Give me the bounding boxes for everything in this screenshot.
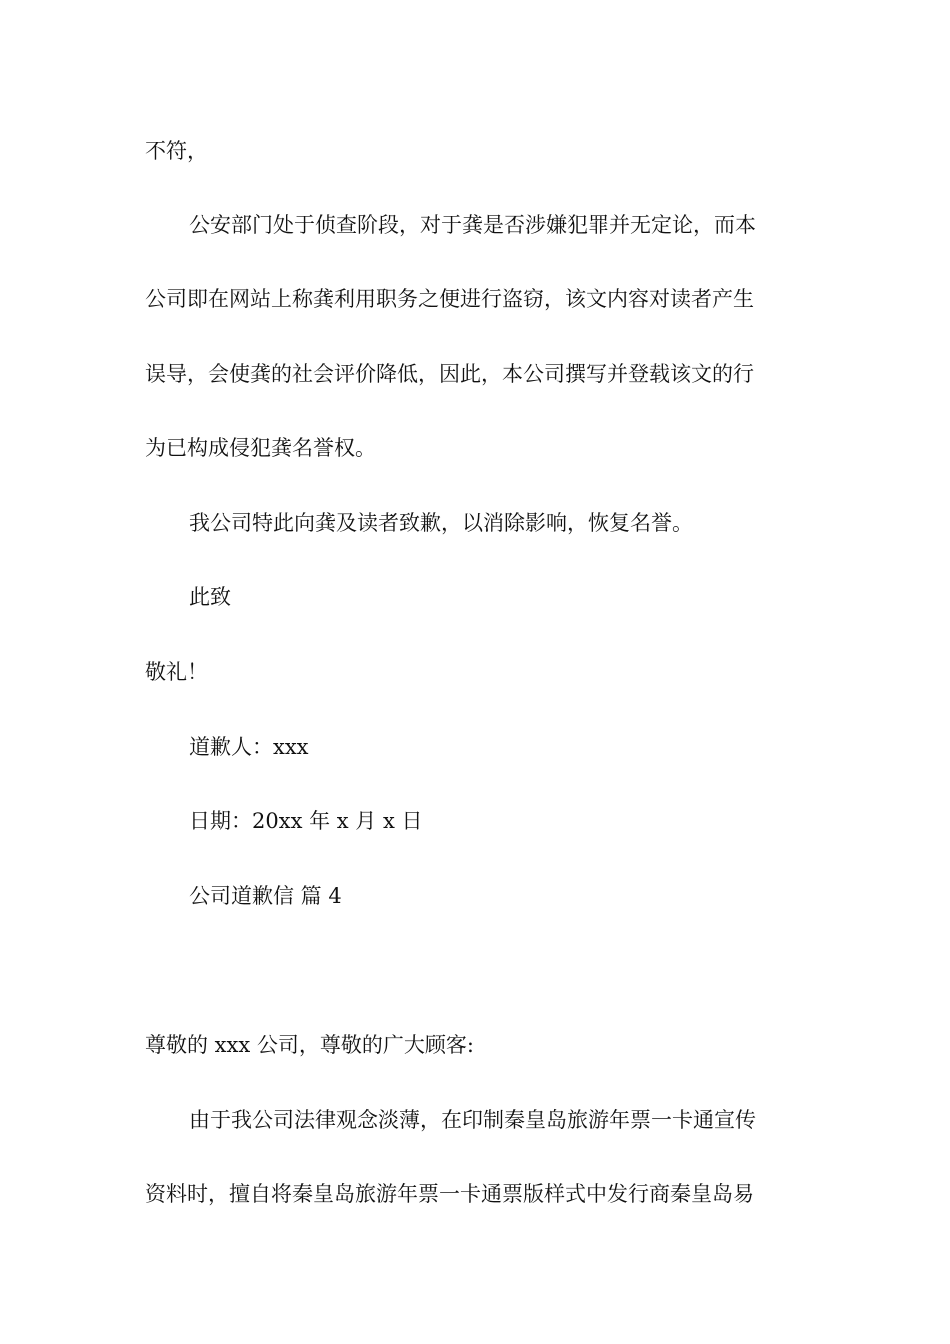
text-line-not-matching: 不符，: [145, 139, 208, 163]
salutation: 尊敬的 xxx 公司，尊敬的广大顾客:: [145, 1033, 474, 1057]
paragraph-police-investigation-line-4: 为已构成侵犯龚名誉权。: [145, 436, 376, 460]
paragraph-legal-awareness: 由于我公司法律观念淡薄，在印制秦皇岛旅游年票一卡通宣传: [189, 1108, 756, 1132]
apology-statement: 我公司特此向龚及读者致歉，以消除影响，恢复名誉。: [189, 511, 693, 535]
apologizer-signature: 道歉人：xxx: [189, 735, 309, 759]
closing-jingli: 敬礼！: [145, 660, 208, 684]
closing-cizhi: 此致: [189, 585, 231, 609]
paragraph-police-investigation: 公安部门处于侦查阶段，对于龚是否涉嫌犯罪并无定论，而本: [189, 213, 756, 237]
paragraph-legal-awareness-line-2: 资料时，擅自将秦皇岛旅游年票一卡通票版样式中发行商秦皇岛易: [145, 1182, 754, 1206]
paragraph-police-investigation-line-3: 误导，会使龚的社会评价降低，因此，本公司撰写并登载该文的行: [145, 362, 754, 386]
section-heading-letter-4: 公司道歉信 篇 4: [189, 884, 342, 908]
paragraph-police-investigation-line-2: 公司即在网站上称龚利用职务之便进行盗窃，该文内容对读者产生: [145, 287, 754, 311]
date-line: 日期：20xx 年 x 月 x 日: [189, 809, 423, 833]
